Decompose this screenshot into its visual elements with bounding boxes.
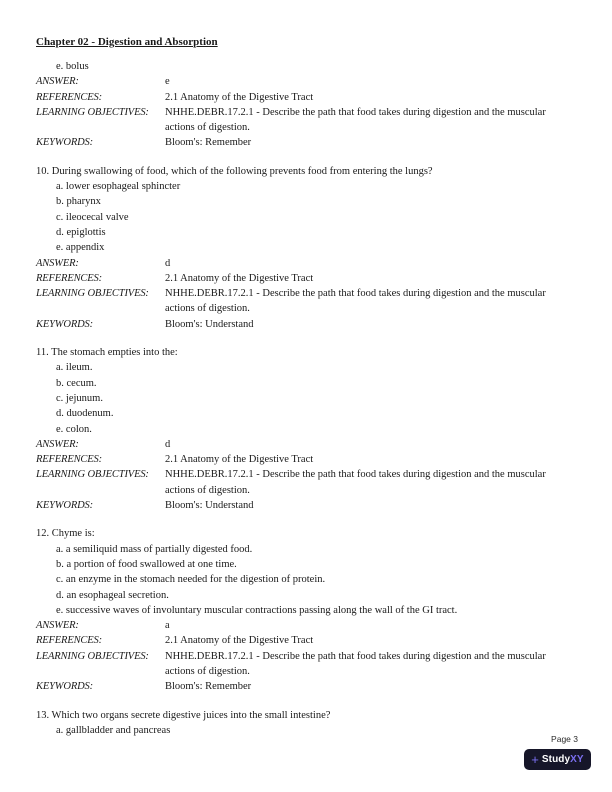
- question-text: 11. The stomach empties into the:: [36, 347, 178, 359]
- references-value: 2.1 Anatomy of the Digestive Tract: [165, 91, 314, 103]
- option-b: b. a portion of food swallowed at one time.: [56, 558, 237, 570]
- answer-value: d: [165, 257, 171, 269]
- question-block-12: [36, 526, 576, 694]
- keywords-value: Bloom's: Understand: [165, 500, 254, 512]
- references-value: 2.1 Anatomy of the Digestive Tract: [165, 454, 314, 466]
- plus-icon: +: [531, 751, 539, 767]
- option-e: e. colon.: [56, 423, 92, 435]
- question-text: 12. Chyme is:: [36, 528, 95, 540]
- answer-label: ANSWER:: [36, 76, 79, 88]
- question-block-11: [36, 345, 576, 513]
- answer-row: [36, 437, 576, 452]
- learning-objectives-row: [36, 467, 576, 498]
- question-block-10: [36, 164, 576, 332]
- option-d: d. epiglottis: [56, 226, 106, 238]
- references-value: 2.1 Anatomy of the Digestive Tract: [165, 635, 314, 647]
- option-a: a. lower esophageal sphincter: [56, 181, 181, 193]
- learning-objectives-label: LEARNING OBJECTIVES:: [36, 106, 149, 118]
- learning-objectives-value: NHHE.DEBR.17.2.1 - Describe the path that food takes during digestion and the muscular actions of digestion.: [165, 469, 546, 496]
- references-row: [36, 271, 576, 286]
- answer-label: ANSWER:: [36, 620, 79, 632]
- question-block-9-tail: [36, 59, 576, 151]
- option-a: a. a semiliquid mass of partially digested food.: [56, 543, 253, 555]
- keywords-label: KEYWORDS:: [36, 681, 93, 693]
- keywords-label: KEYWORDS:: [36, 318, 93, 330]
- learning-objectives-value: NHHE.DEBR.17.2.1 - Describe the path that food takes during digestion and the muscular actions of digestion.: [165, 650, 546, 677]
- option-b: b. cecum.: [56, 377, 97, 389]
- answer-value: a: [165, 620, 170, 632]
- references-value: 2.1 Anatomy of the Digestive Tract: [165, 272, 314, 284]
- option-d: d. an esophageal secretion.: [56, 589, 169, 601]
- references-row: [36, 633, 576, 648]
- option-e: e. appendix: [56, 242, 105, 254]
- answer-label: ANSWER:: [36, 257, 79, 269]
- answer-value: d: [165, 438, 171, 450]
- brand-name: Study: [541, 753, 571, 765]
- learning-objectives-value: NHHE.DEBR.17.2.1 - Describe the path that food takes during digestion and the muscular actions of digestion.: [165, 288, 546, 315]
- option-b: b. pharynx: [56, 196, 101, 208]
- keywords-value: Bloom's: Understand: [165, 318, 254, 330]
- chapter-title: Chapter 02 - Digestion and Absorption: [36, 36, 218, 48]
- keywords-label: KEYWORDS:: [36, 137, 93, 149]
- studyxy-badge[interactable]: [524, 749, 591, 770]
- learning-objectives-row: [36, 105, 576, 136]
- option-e: e. successive waves of involuntary muscular contractions passing along the wall of the GI tract.: [56, 604, 458, 616]
- keywords-row: [36, 498, 576, 513]
- references-label: REFERENCES:: [36, 91, 103, 103]
- option-a: a. ileum.: [56, 362, 93, 374]
- learning-objectives-row: [36, 649, 576, 680]
- question-block-13: [36, 708, 576, 739]
- references-label: REFERENCES:: [36, 454, 103, 466]
- page-content: [36, 36, 576, 751]
- keywords-label: KEYWORDS:: [36, 500, 93, 512]
- keywords-value: Bloom's: Remember: [165, 137, 252, 149]
- keywords-row: [36, 679, 576, 694]
- question-text: 10. During swallowing of food, which of the following prevents food from entering the lungs?: [36, 165, 433, 177]
- keywords-row: [36, 135, 576, 150]
- answer-value: e: [165, 76, 170, 88]
- option-c: c. jejunum.: [56, 392, 103, 404]
- option-c: c. ileocecal valve: [56, 211, 129, 223]
- references-row: [36, 452, 576, 467]
- learning-objectives-value: NHHE.DEBR.17.2.1 - Describe the path that food takes during digestion and the muscular actions of digestion.: [165, 106, 546, 134]
- learning-objectives-label: LEARNING OBJECTIVES:: [36, 469, 149, 481]
- keywords-row: [36, 317, 576, 332]
- learning-objectives-label: LEARNING OBJECTIVES:: [36, 650, 149, 662]
- answer-row: [36, 74, 576, 89]
- question-text: 13. Which two organs secrete digestive juices into the small intestine?: [36, 709, 331, 721]
- learning-objectives-label: LEARNING OBJECTIVES:: [36, 288, 149, 300]
- option-d: d. duodenum.: [56, 408, 114, 420]
- keywords-value: Bloom's: Remember: [165, 681, 252, 693]
- page-number: Page 3: [551, 734, 578, 744]
- references-label: REFERENCES:: [36, 272, 103, 284]
- references-label: REFERENCES:: [36, 635, 103, 647]
- option-c: c. an enzyme in the stomach needed for the digestion of protein.: [56, 574, 326, 586]
- answer-label: ANSWER:: [36, 438, 79, 450]
- brand-name-accent: XY: [570, 753, 584, 765]
- option-a: a. gallbladder and pancreas: [56, 724, 171, 736]
- references-row: [36, 90, 576, 105]
- answer-row: [36, 256, 576, 271]
- learning-objectives-row: [36, 286, 576, 317]
- option-e: e. bolus: [56, 61, 89, 72]
- answer-row: [36, 618, 576, 633]
